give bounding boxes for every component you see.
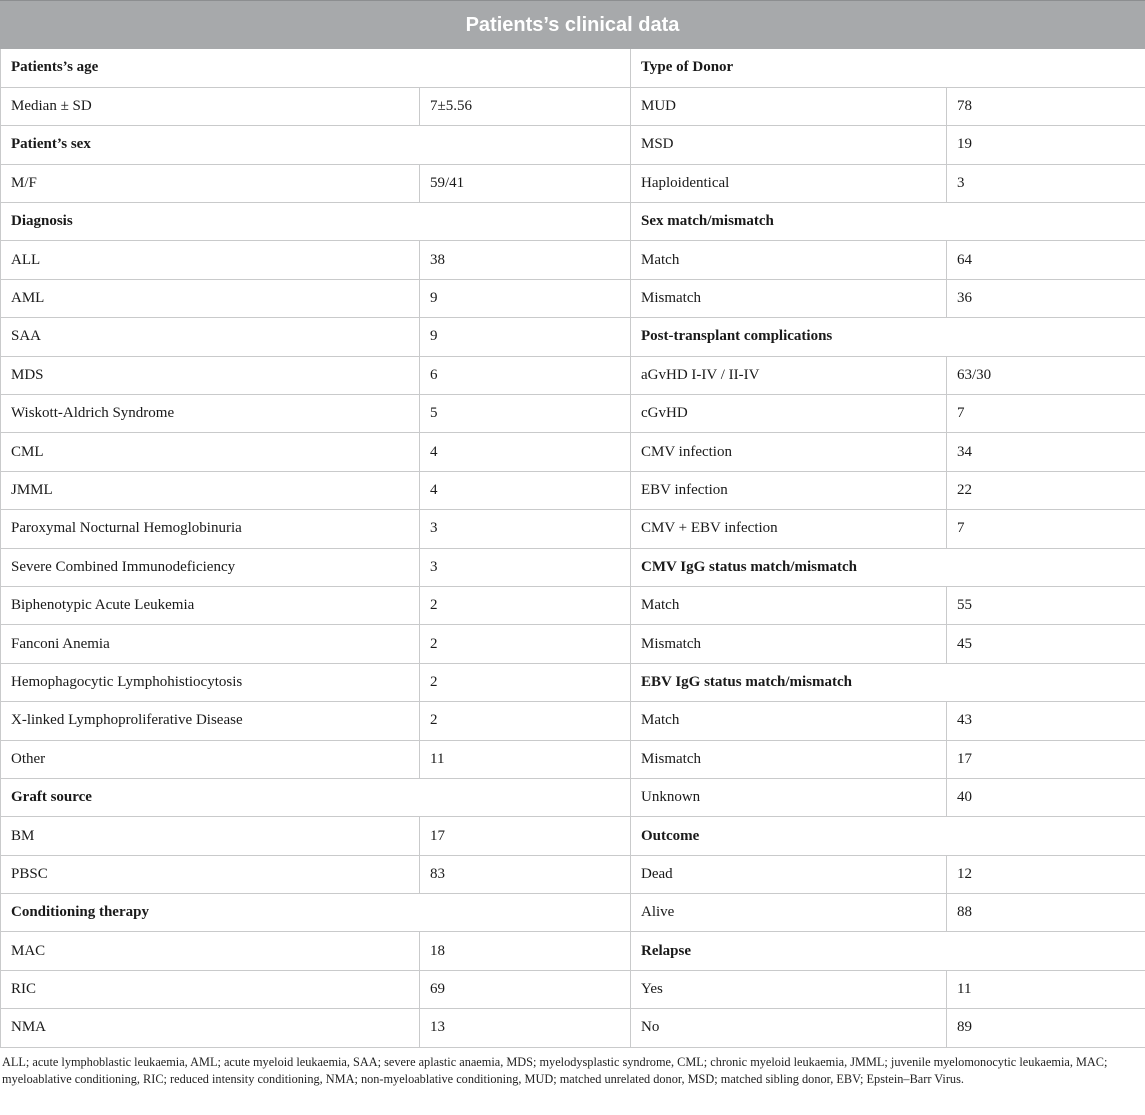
row-value-left: 3 — [420, 548, 631, 586]
table-row — [1, 203, 1145, 241]
row-label-right: Mismatch — [631, 625, 947, 663]
table-row — [1, 702, 1145, 740]
row-value-left: 9 — [420, 279, 631, 317]
row-label-left: MAC — [1, 932, 420, 970]
row-value-left: 9 — [420, 318, 631, 356]
row-label-right: No — [631, 1009, 947, 1047]
table-row — [1, 1009, 1145, 1047]
table-row — [1, 126, 1145, 164]
section-header-left: Patients’s age — [1, 49, 631, 87]
row-value-left: 13 — [420, 1009, 631, 1047]
table-row — [1, 625, 1145, 663]
row-label-right: Match — [631, 586, 947, 624]
table-row — [1, 740, 1145, 778]
row-label-left: SAA — [1, 318, 420, 356]
table-row — [1, 548, 1145, 586]
row-value-right: 34 — [947, 433, 1145, 471]
row-label-right: Unknown — [631, 778, 947, 816]
row-value-right: 55 — [947, 586, 1145, 624]
row-value-right: 7 — [947, 510, 1145, 548]
table-row — [1, 164, 1145, 202]
row-value-left: 83 — [420, 855, 631, 893]
row-label-left: Hemophagocytic Lymphohistiocytosis — [1, 663, 420, 701]
row-label-right: Yes — [631, 970, 947, 1008]
table-row — [1, 356, 1145, 394]
row-label-right: CMV infection — [631, 433, 947, 471]
row-label-left: CML — [1, 433, 420, 471]
table-row — [1, 855, 1145, 893]
section-header-left: Conditioning therapy — [1, 894, 631, 932]
row-value-left: 2 — [420, 663, 631, 701]
table-row — [1, 586, 1145, 624]
section-header-right: Outcome — [631, 817, 1145, 855]
row-value-right: 89 — [947, 1009, 1145, 1047]
row-label-left: Biphenotypic Acute Leukemia — [1, 586, 420, 624]
table-row — [1, 395, 1145, 433]
row-value-left: 2 — [420, 702, 631, 740]
table-row — [1, 778, 1145, 816]
row-value-left: 38 — [420, 241, 631, 279]
row-value-left: 17 — [420, 817, 631, 855]
row-value-right: 40 — [947, 778, 1145, 816]
row-value-right: 88 — [947, 894, 1145, 932]
row-label-right: EBV infection — [631, 471, 947, 509]
row-label-left: X-linked Lymphoproliferative Disease — [1, 702, 420, 740]
row-value-right: 11 — [947, 970, 1145, 1008]
row-value-right: 12 — [947, 855, 1145, 893]
row-value-right: 78 — [947, 87, 1145, 125]
row-label-left: Wiskott-Aldrich Syndrome — [1, 395, 420, 433]
clinical-data-table — [0, 49, 1145, 1048]
row-label-left: Median ± SD — [1, 87, 420, 125]
row-value-right: 22 — [947, 471, 1145, 509]
row-label-left: Severe Combined Immunodeficiency — [1, 548, 420, 586]
row-value-left: 59/41 — [420, 164, 631, 202]
row-label-left: NMA — [1, 1009, 420, 1047]
row-label-left: Fanconi Anemia — [1, 625, 420, 663]
row-label-left: ALL — [1, 241, 420, 279]
row-label-right: MSD — [631, 126, 947, 164]
row-value-right: 19 — [947, 126, 1145, 164]
row-label-right: MUD — [631, 87, 947, 125]
row-label-right: aGvHD I-IV / II-IV — [631, 356, 947, 394]
row-label-left: Paroxymal Nocturnal Hemoglobinuria — [1, 510, 420, 548]
section-header-left: Graft source — [1, 778, 631, 816]
row-label-right: Alive — [631, 894, 947, 932]
row-label-right: Match — [631, 241, 947, 279]
row-label-left: AML — [1, 279, 420, 317]
row-value-right: 3 — [947, 164, 1145, 202]
row-label-left: Other — [1, 740, 420, 778]
table-title: Patients’s clinical data — [0, 0, 1145, 49]
row-value-right: 43 — [947, 702, 1145, 740]
row-value-left: 2 — [420, 625, 631, 663]
section-header-left: Diagnosis — [1, 203, 631, 241]
row-value-left: 11 — [420, 740, 631, 778]
row-value-left: 69 — [420, 970, 631, 1008]
row-label-left: PBSC — [1, 855, 420, 893]
table-row — [1, 510, 1145, 548]
table-row — [1, 433, 1145, 471]
row-label-left: BM — [1, 817, 420, 855]
table-row — [1, 49, 1145, 87]
section-header-left: Patient’s sex — [1, 126, 631, 164]
row-value-right: 63/30 — [947, 356, 1145, 394]
row-value-right: 17 — [947, 740, 1145, 778]
row-label-right: Dead — [631, 855, 947, 893]
table-row — [1, 932, 1145, 970]
row-value-left: 2 — [420, 586, 631, 624]
section-header-right: EBV IgG status match/mismatch — [631, 663, 1145, 701]
row-label-right: Match — [631, 702, 947, 740]
row-value-left: 18 — [420, 932, 631, 970]
row-label-left: M/F — [1, 164, 420, 202]
section-header-right: Post-transplant complications — [631, 318, 1145, 356]
row-label-right: Mismatch — [631, 279, 947, 317]
row-label-right: CMV + EBV infection — [631, 510, 947, 548]
row-value-left: 4 — [420, 433, 631, 471]
row-label-left: MDS — [1, 356, 420, 394]
row-label-right: Mismatch — [631, 740, 947, 778]
table-footnote: ALL; acute lymphoblastic leukaemia, AML; acute myeloid leukaemia, SAA; severe aplastic anaemia, MDS; myelodysplastic syndrome, CML; chronic myeloid leukaemia, JMML; juvenile myelomonocytic leukaemia, MAC; myeloablative conditioning, RIC; reduced intensity conditioning, NMA; non-myeloablative conditioning, MUD; matched unrelated donor, MSD; matched sibling donor, EBV; Epstein–Barr Virus. — [2, 1054, 1108, 1086]
section-header-right: Sex match/mismatch — [631, 203, 1145, 241]
row-value-left: 3 — [420, 510, 631, 548]
table-row — [1, 663, 1145, 701]
section-header-right: Type of Donor — [631, 49, 1145, 87]
section-header-right: CMV IgG status match/mismatch — [631, 548, 1145, 586]
table-row — [1, 970, 1145, 1008]
row-label-right: Haploidentical — [631, 164, 947, 202]
table-row — [1, 471, 1145, 509]
table-row — [1, 894, 1145, 932]
table-row — [1, 241, 1145, 279]
table-row — [1, 87, 1145, 125]
row-value-right: 45 — [947, 625, 1145, 663]
row-label-left: JMML — [1, 471, 420, 509]
row-value-right: 7 — [947, 395, 1145, 433]
row-value-left: 4 — [420, 471, 631, 509]
row-value-left: 5 — [420, 395, 631, 433]
table-body — [1, 49, 1145, 1047]
table-row — [1, 318, 1145, 356]
row-label-right: cGvHD — [631, 395, 947, 433]
row-value-left: 7±5.56 — [420, 87, 631, 125]
row-value-right: 64 — [947, 241, 1145, 279]
row-value-right: 36 — [947, 279, 1145, 317]
row-value-left: 6 — [420, 356, 631, 394]
table-row — [1, 817, 1145, 855]
row-label-left: RIC — [1, 970, 420, 1008]
section-header-right: Relapse — [631, 932, 1145, 970]
table-row — [1, 279, 1145, 317]
